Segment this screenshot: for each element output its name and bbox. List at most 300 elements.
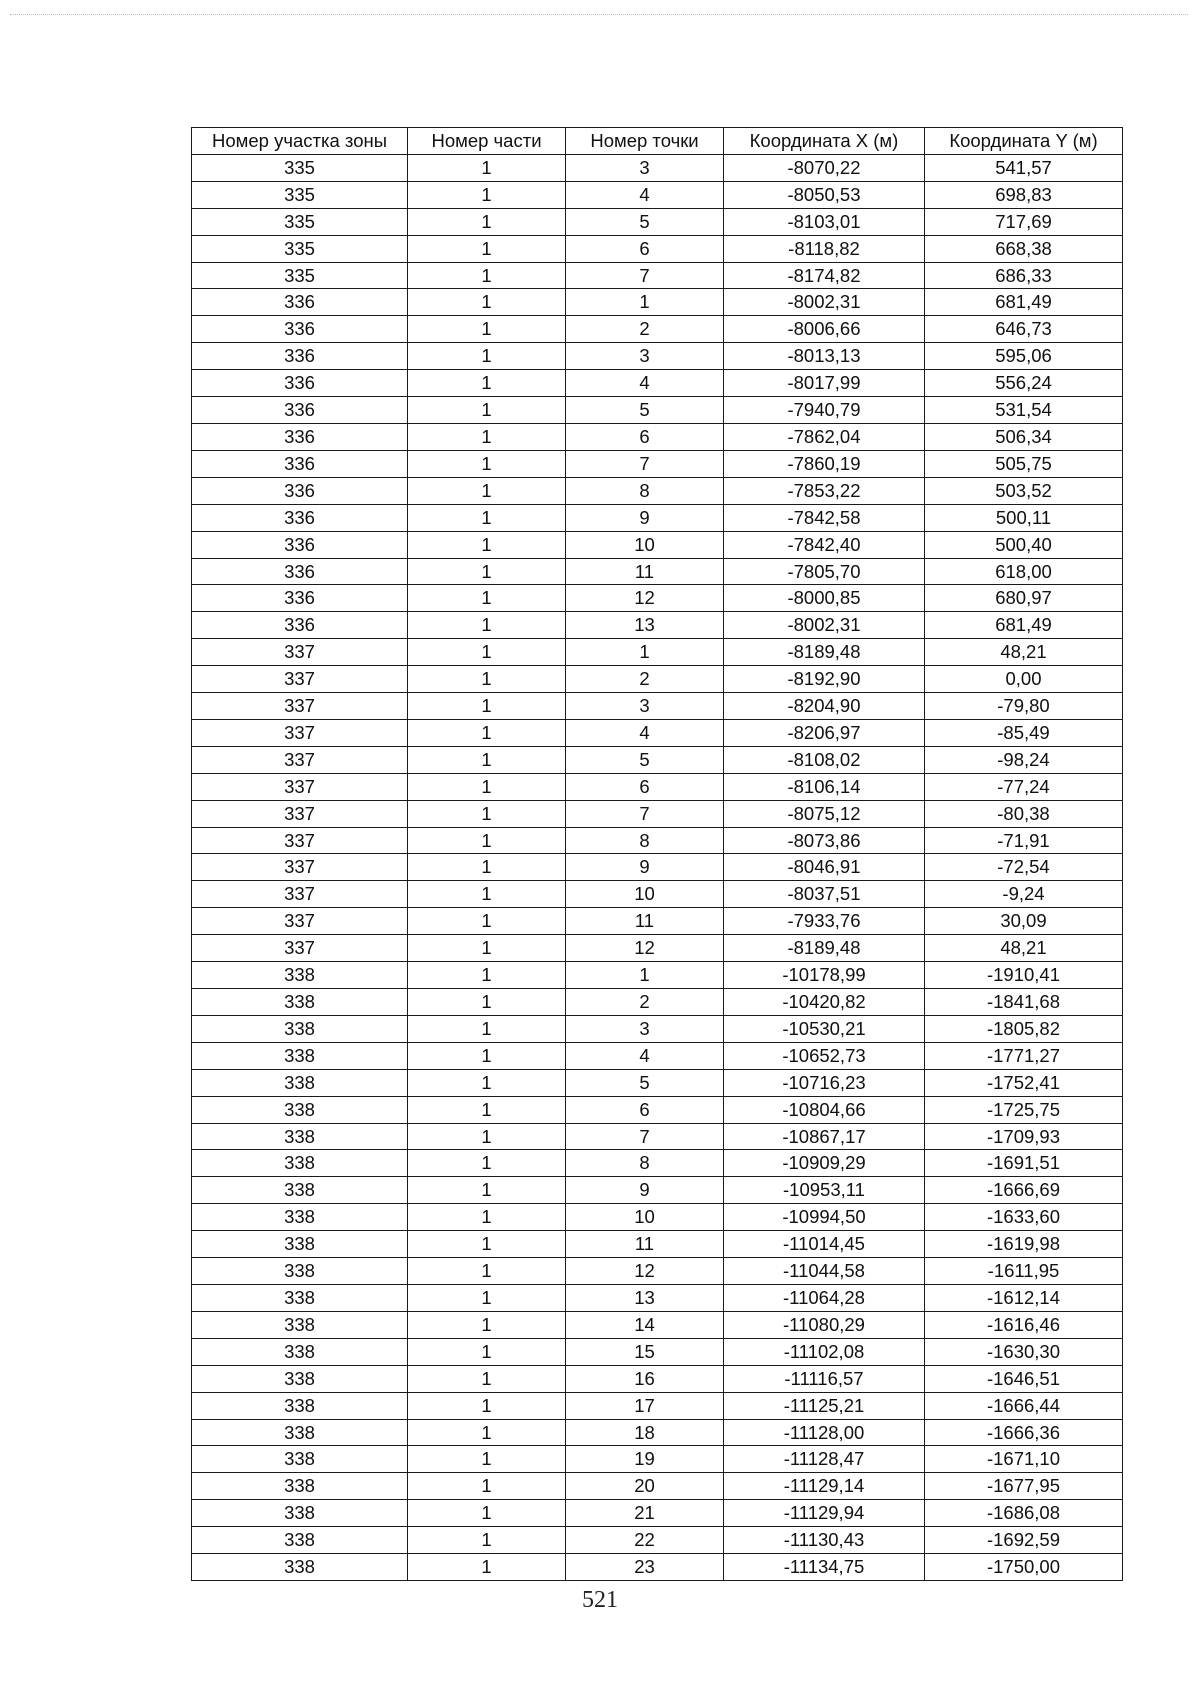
coordinate-y-cell: 556,24 [925,370,1123,397]
point-number-cell: 1 [566,962,724,989]
coordinate-y-cell: 680,97 [925,585,1123,612]
part-number-cell: 1 [408,531,566,558]
table-row [192,800,1123,827]
coordinate-y-cell: 618,00 [925,558,1123,585]
point-number-cell: 2 [566,316,724,343]
coordinate-y-cell: 698,83 [925,181,1123,208]
zone-plot-number-cell: 336 [192,370,408,397]
coordinate-x-cell: -8106,14 [724,773,925,800]
coordinate-x-cell: -8174,82 [724,262,925,289]
zone-plot-number-cell: 336 [192,504,408,531]
zone-plot-number-cell: 337 [192,719,408,746]
point-number-cell: 1 [566,639,724,666]
coordinate-x-cell: -11134,75 [724,1554,925,1581]
zone-plot-number-cell: 338 [192,1284,408,1311]
header-zone-plot-number: Номер участка зоны [192,128,408,155]
point-number-cell: 13 [566,1284,724,1311]
zone-plot-number-cell: 337 [192,935,408,962]
table-row [192,154,1123,181]
zone-plot-number-cell: 338 [192,1365,408,1392]
coordinate-y-cell: 531,54 [925,397,1123,424]
coordinate-y-cell: -98,24 [925,746,1123,773]
table-row [192,854,1123,881]
point-number-cell: 7 [566,1123,724,1150]
table-row [192,1258,1123,1285]
zone-plot-number-cell: 337 [192,666,408,693]
part-number-cell: 1 [408,558,566,585]
zone-plot-number-cell: 338 [192,1096,408,1123]
zone-plot-number-cell: 338 [192,1419,408,1446]
zone-plot-number-cell: 335 [192,235,408,262]
coordinate-x-cell: -11116,57 [724,1365,925,1392]
table-row [192,1554,1123,1581]
coordinate-x-cell: -8013,13 [724,343,925,370]
part-number-cell: 1 [408,262,566,289]
coordinate-y-cell: -1752,41 [925,1069,1123,1096]
point-number-cell: 6 [566,423,724,450]
coordinate-x-cell: -8017,99 [724,370,925,397]
zone-plot-number-cell: 338 [192,1069,408,1096]
page-number: 521 [582,1587,618,1613]
point-number-cell: 8 [566,827,724,854]
zone-plot-number-cell: 338 [192,1150,408,1177]
point-number-cell: 5 [566,397,724,424]
point-number-cell: 5 [566,208,724,235]
coordinate-y-cell: 500,40 [925,531,1123,558]
coordinate-y-cell: -1611,95 [925,1258,1123,1285]
coordinate-x-cell: -10804,66 [724,1096,925,1123]
coordinate-x-cell: -11130,43 [724,1527,925,1554]
table-row [192,558,1123,585]
table-row [192,423,1123,450]
coordinate-y-cell: -1619,98 [925,1231,1123,1258]
table-row [192,1392,1123,1419]
point-number-cell: 15 [566,1338,724,1365]
table-row [192,1231,1123,1258]
coordinate-y-cell: -85,49 [925,719,1123,746]
point-number-cell: 1 [566,289,724,316]
point-number-cell: 2 [566,989,724,1016]
part-number-cell: 1 [408,827,566,854]
table-row [192,397,1123,424]
zone-plot-number-cell: 336 [192,477,408,504]
coordinate-x-cell: -8000,85 [724,585,925,612]
part-number-cell: 1 [408,208,566,235]
coordinate-y-cell: -1691,51 [925,1150,1123,1177]
point-number-cell: 6 [566,235,724,262]
zone-plot-number-cell: 338 [192,1042,408,1069]
coordinate-x-cell: -10178,99 [724,962,925,989]
zone-plot-number-cell: 336 [192,585,408,612]
part-number-cell: 1 [408,289,566,316]
table-row [192,316,1123,343]
point-number-cell: 19 [566,1446,724,1473]
part-number-cell: 1 [408,666,566,693]
coordinate-x-cell: -11128,47 [724,1446,925,1473]
coordinate-x-cell: -8189,48 [724,639,925,666]
table-row [192,612,1123,639]
coordinate-x-cell: -11125,21 [724,1392,925,1419]
zone-plot-number-cell: 338 [192,1311,408,1338]
part-number-cell: 1 [408,1284,566,1311]
part-number-cell: 1 [408,1042,566,1069]
zone-plot-number-cell: 336 [192,397,408,424]
coordinate-y-cell: 717,69 [925,208,1123,235]
coordinate-x-cell: -10909,29 [724,1150,925,1177]
part-number-cell: 1 [408,693,566,720]
zone-plot-number-cell: 336 [192,316,408,343]
coordinate-y-cell: -80,38 [925,800,1123,827]
coordinate-y-cell: -1666,69 [925,1177,1123,1204]
point-number-cell: 9 [566,1177,724,1204]
part-number-cell: 1 [408,1150,566,1177]
coordinate-y-cell: -9,24 [925,881,1123,908]
part-number-cell: 1 [408,1554,566,1581]
coordinate-x-cell: -8073,86 [724,827,925,854]
table-row [192,450,1123,477]
table-row [192,1311,1123,1338]
table-row [192,1123,1123,1150]
part-number-cell: 1 [408,1123,566,1150]
coordinate-x-cell: -10994,50 [724,1204,925,1231]
point-number-cell: 11 [566,908,724,935]
point-number-cell: 12 [566,935,724,962]
coordinate-y-cell: -1750,00 [925,1554,1123,1581]
zone-plot-number-cell: 337 [192,881,408,908]
point-number-cell: 11 [566,1231,724,1258]
coordinate-x-cell: -10530,21 [724,1015,925,1042]
part-number-cell: 1 [408,908,566,935]
coordinate-y-cell: -1633,60 [925,1204,1123,1231]
coordinate-x-cell: -7933,76 [724,908,925,935]
zone-plot-number-cell: 337 [192,773,408,800]
table-row [192,935,1123,962]
header-coordinate-y: Координата Y (м) [925,128,1123,155]
table-row [192,1419,1123,1446]
table-row [192,504,1123,531]
part-number-cell: 1 [408,1419,566,1446]
part-number-cell: 1 [408,1177,566,1204]
table-row [192,181,1123,208]
coordinate-y-cell: 681,49 [925,612,1123,639]
part-number-cell: 1 [408,962,566,989]
table-row [192,1069,1123,1096]
coordinate-x-cell: -11080,29 [724,1311,925,1338]
part-number-cell: 1 [408,585,566,612]
point-number-cell: 5 [566,746,724,773]
point-number-cell: 9 [566,504,724,531]
coordinate-y-cell: -1725,75 [925,1096,1123,1123]
point-number-cell: 21 [566,1500,724,1527]
coordinate-x-cell: -7805,70 [724,558,925,585]
coordinate-x-cell: -8103,01 [724,208,925,235]
point-number-cell: 17 [566,1392,724,1419]
coordinate-x-cell: -11129,14 [724,1473,925,1500]
table-row [192,1365,1123,1392]
part-number-cell: 1 [408,1473,566,1500]
point-number-cell: 3 [566,693,724,720]
coordinate-x-cell: -8206,97 [724,719,925,746]
part-number-cell: 1 [408,235,566,262]
coordinate-y-cell: -1692,59 [925,1527,1123,1554]
coordinate-x-cell: -7860,19 [724,450,925,477]
point-number-cell: 6 [566,1096,724,1123]
point-number-cell: 23 [566,1554,724,1581]
coordinate-x-cell: -11064,28 [724,1284,925,1311]
part-number-cell: 1 [408,1069,566,1096]
zone-plot-number-cell: 338 [192,1473,408,1500]
table-row [192,235,1123,262]
part-number-cell: 1 [408,477,566,504]
part-number-cell: 1 [408,639,566,666]
coordinate-x-cell: -7862,04 [724,423,925,450]
part-number-cell: 1 [408,181,566,208]
zone-plot-number-cell: 336 [192,343,408,370]
zone-plot-number-cell: 337 [192,908,408,935]
point-number-cell: 4 [566,370,724,397]
point-number-cell: 3 [566,1015,724,1042]
coordinates-table [191,127,1123,1581]
point-number-cell: 12 [566,585,724,612]
point-number-cell: 10 [566,1204,724,1231]
coordinates-table-container [191,127,1123,1581]
point-number-cell: 9 [566,854,724,881]
zone-plot-number-cell: 335 [192,181,408,208]
part-number-cell: 1 [408,1500,566,1527]
part-number-cell: 1 [408,612,566,639]
part-number-cell: 1 [408,719,566,746]
coordinate-x-cell: -8108,02 [724,746,925,773]
coordinate-x-cell: -8118,82 [724,235,925,262]
header-coordinate-x: Координата X (м) [724,128,925,155]
zone-plot-number-cell: 338 [192,1204,408,1231]
zone-plot-number-cell: 338 [192,1392,408,1419]
zone-plot-number-cell: 335 [192,154,408,181]
coordinate-y-cell: 595,06 [925,343,1123,370]
point-number-cell: 2 [566,666,724,693]
table-row [192,1015,1123,1042]
part-number-cell: 1 [408,1365,566,1392]
coordinate-y-cell: 30,09 [925,908,1123,935]
coordinate-y-cell: -1841,68 [925,989,1123,1016]
part-number-cell: 1 [408,504,566,531]
table-row [192,477,1123,504]
part-number-cell: 1 [408,854,566,881]
point-number-cell: 12 [566,1258,724,1285]
table-header-row [192,128,1123,155]
table-row [192,746,1123,773]
point-number-cell: 7 [566,262,724,289]
coordinate-x-cell: -8046,91 [724,854,925,881]
coordinate-x-cell: -11102,08 [724,1338,925,1365]
table-row [192,208,1123,235]
zone-plot-number-cell: 337 [192,639,408,666]
coordinate-y-cell: -1666,36 [925,1419,1123,1446]
coordinate-x-cell: -8070,22 [724,154,925,181]
part-number-cell: 1 [408,989,566,1016]
zone-plot-number-cell: 336 [192,450,408,477]
zone-plot-number-cell: 338 [192,962,408,989]
coordinate-x-cell: -10716,23 [724,1069,925,1096]
zone-plot-number-cell: 338 [192,1231,408,1258]
part-number-cell: 1 [408,881,566,908]
coordinate-y-cell: 48,21 [925,639,1123,666]
part-number-cell: 1 [408,800,566,827]
point-number-cell: 11 [566,558,724,585]
coordinate-y-cell: -1910,41 [925,962,1123,989]
table-row [192,262,1123,289]
part-number-cell: 1 [408,1204,566,1231]
coordinate-x-cell: -8192,90 [724,666,925,693]
point-number-cell: 3 [566,343,724,370]
part-number-cell: 1 [408,1446,566,1473]
table-body [192,154,1123,1580]
table-row [192,639,1123,666]
zone-plot-number-cell: 338 [192,1123,408,1150]
table-row [192,343,1123,370]
coordinate-x-cell: -10953,11 [724,1177,925,1204]
zone-plot-number-cell: 338 [192,1258,408,1285]
coordinate-y-cell: 686,33 [925,262,1123,289]
table-row [192,693,1123,720]
part-number-cell: 1 [408,746,566,773]
coordinate-x-cell: -11014,45 [724,1231,925,1258]
coordinate-y-cell: -1630,30 [925,1338,1123,1365]
coordinate-x-cell: -8006,66 [724,316,925,343]
table-row [192,962,1123,989]
part-number-cell: 1 [408,1258,566,1285]
coordinate-y-cell: -1671,10 [925,1446,1123,1473]
zone-plot-number-cell: 338 [192,1527,408,1554]
coordinate-y-cell: -77,24 [925,773,1123,800]
zone-plot-number-cell: 336 [192,423,408,450]
point-number-cell: 8 [566,1150,724,1177]
coordinate-y-cell: -1616,46 [925,1311,1123,1338]
coordinate-x-cell: -8002,31 [724,612,925,639]
zone-plot-number-cell: 337 [192,854,408,881]
point-number-cell: 6 [566,773,724,800]
zone-plot-number-cell: 336 [192,289,408,316]
table-row [192,773,1123,800]
coordinate-y-cell: 500,11 [925,504,1123,531]
coordinate-y-cell: 503,52 [925,477,1123,504]
coordinate-x-cell: -8204,90 [724,693,925,720]
scan-top-rule [10,14,1188,15]
table-row [192,666,1123,693]
coordinate-y-cell: -1771,27 [925,1042,1123,1069]
table-row [192,1500,1123,1527]
table-row [192,881,1123,908]
zone-plot-number-cell: 338 [192,1500,408,1527]
coordinate-y-cell: -1805,82 [925,1015,1123,1042]
part-number-cell: 1 [408,316,566,343]
table-row [192,1204,1123,1231]
coordinate-y-cell: 48,21 [925,935,1123,962]
coordinate-x-cell: -11044,58 [724,1258,925,1285]
zone-plot-number-cell: 336 [192,531,408,558]
coordinate-y-cell: 506,34 [925,423,1123,450]
part-number-cell: 1 [408,343,566,370]
part-number-cell: 1 [408,154,566,181]
coordinate-y-cell: -1709,93 [925,1123,1123,1150]
coordinate-x-cell: -8002,31 [724,289,925,316]
coordinate-y-cell: 681,49 [925,289,1123,316]
part-number-cell: 1 [408,370,566,397]
part-number-cell: 1 [408,450,566,477]
point-number-cell: 10 [566,881,724,908]
zone-plot-number-cell: 338 [192,1338,408,1365]
coordinate-y-cell: 541,57 [925,154,1123,181]
coordinate-x-cell: -7842,40 [724,531,925,558]
part-number-cell: 1 [408,1338,566,1365]
table-row [192,531,1123,558]
coordinate-x-cell: -7842,58 [724,504,925,531]
table-row [192,1284,1123,1311]
zone-plot-number-cell: 338 [192,989,408,1016]
header-point-number: Номер точки [566,128,724,155]
coordinate-y-cell: 646,73 [925,316,1123,343]
coordinate-y-cell: -1677,95 [925,1473,1123,1500]
point-number-cell: 13 [566,612,724,639]
coordinate-x-cell: -11129,94 [724,1500,925,1527]
zone-plot-number-cell: 336 [192,558,408,585]
table-row [192,1527,1123,1554]
part-number-cell: 1 [408,1015,566,1042]
point-number-cell: 22 [566,1527,724,1554]
table-row [192,1446,1123,1473]
coordinate-x-cell: -10867,17 [724,1123,925,1150]
table-row [192,827,1123,854]
coordinate-x-cell: -8189,48 [724,935,925,962]
coordinate-y-cell: 668,38 [925,235,1123,262]
coordinate-y-cell: -71,91 [925,827,1123,854]
point-number-cell: 7 [566,800,724,827]
coordinate-y-cell: -1666,44 [925,1392,1123,1419]
point-number-cell: 10 [566,531,724,558]
table-row [192,1096,1123,1123]
point-number-cell: 18 [566,1419,724,1446]
zone-plot-number-cell: 337 [192,693,408,720]
coordinate-x-cell: -8037,51 [724,881,925,908]
coordinate-y-cell: -1646,51 [925,1365,1123,1392]
point-number-cell: 8 [566,477,724,504]
coordinate-x-cell: -11128,00 [724,1419,925,1446]
coordinate-y-cell: -1686,08 [925,1500,1123,1527]
part-number-cell: 1 [408,423,566,450]
zone-plot-number-cell: 338 [192,1015,408,1042]
table-row [192,370,1123,397]
coordinate-x-cell: -8050,53 [724,181,925,208]
table-row [192,1473,1123,1500]
point-number-cell: 4 [566,719,724,746]
zone-plot-number-cell: 335 [192,262,408,289]
part-number-cell: 1 [408,1096,566,1123]
part-number-cell: 1 [408,1527,566,1554]
part-number-cell: 1 [408,1231,566,1258]
header-part-number: Номер части [408,128,566,155]
part-number-cell: 1 [408,935,566,962]
part-number-cell: 1 [408,1311,566,1338]
coordinate-y-cell: 505,75 [925,450,1123,477]
zone-plot-number-cell: 337 [192,827,408,854]
point-number-cell: 14 [566,1311,724,1338]
coordinate-x-cell: -7940,79 [724,397,925,424]
table-row [192,719,1123,746]
zone-plot-number-cell: 338 [192,1446,408,1473]
table-row [192,1338,1123,1365]
table-row [192,585,1123,612]
point-number-cell: 5 [566,1069,724,1096]
